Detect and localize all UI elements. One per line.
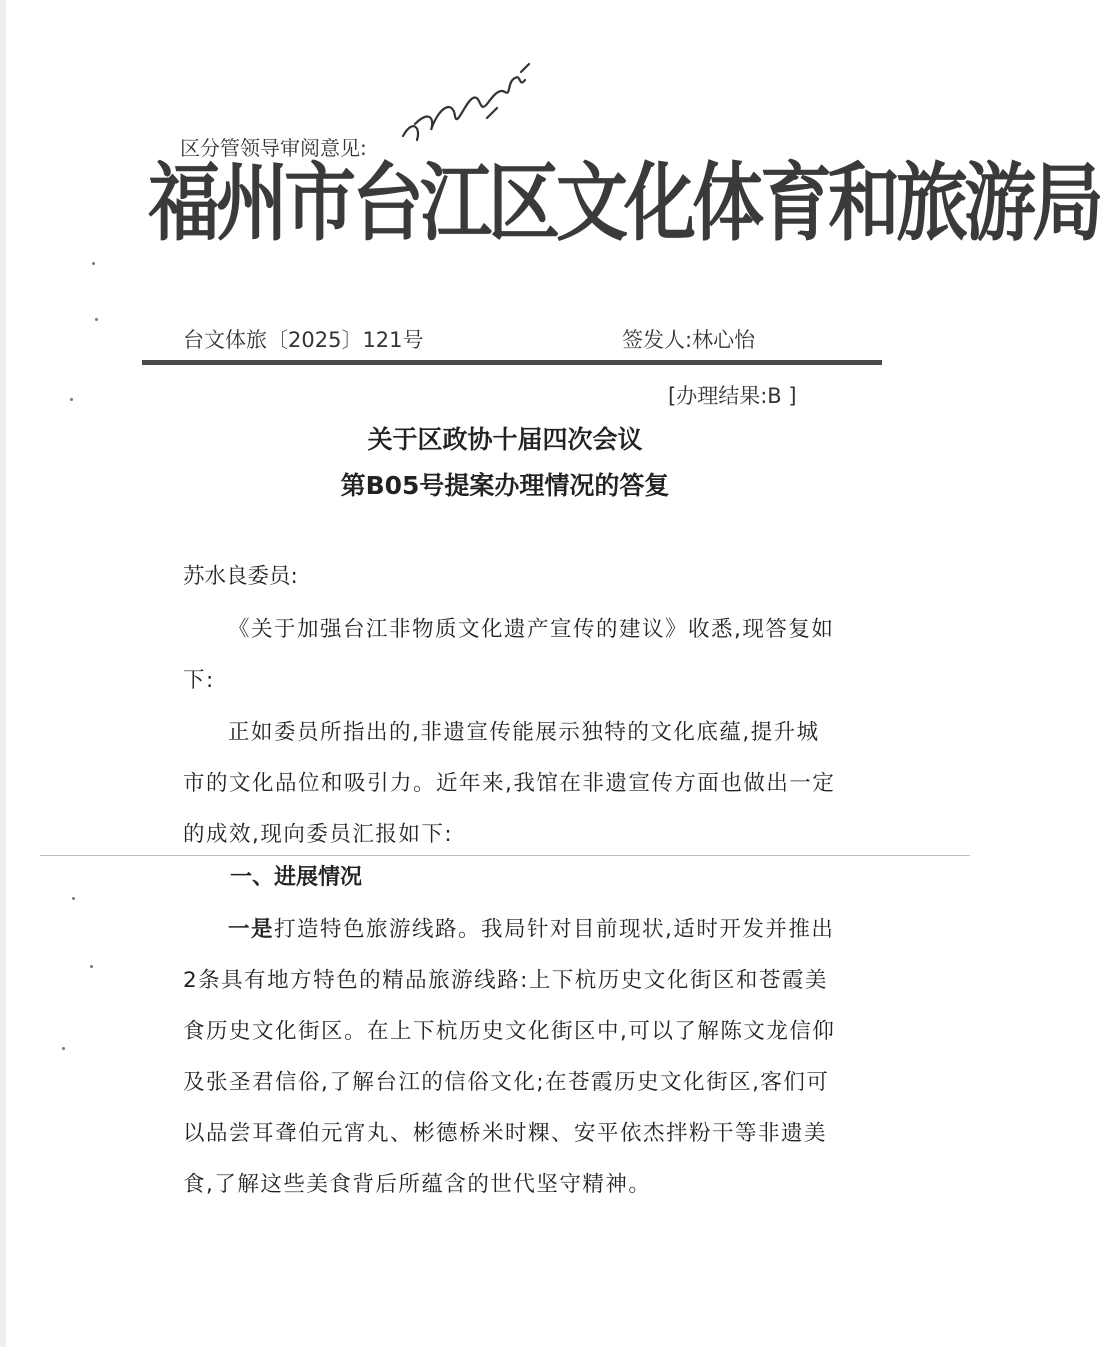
scan-speck bbox=[62, 1047, 65, 1050]
paragraph-1: 《关于加强台江非物质文化遗产宣传的建议》收悉,现答复如下: bbox=[183, 617, 835, 693]
handwritten-signature bbox=[395, 58, 545, 158]
scan-speck bbox=[95, 318, 98, 321]
handling-result: [办理结果:B ] bbox=[668, 384, 797, 408]
section-heading: 一、进展情况 bbox=[230, 865, 363, 890]
header-rule bbox=[142, 360, 882, 365]
agency-masthead: 福州市台江区文化体育和旅游局 bbox=[148, 153, 1100, 253]
paragraph-3 bbox=[183, 904, 838, 1210]
document-title-line-1: 关于区政协十届四次会议 bbox=[367, 425, 643, 454]
issuer: 签发人:林心怡 bbox=[622, 328, 756, 352]
scan-fold-line bbox=[40, 855, 970, 856]
review-opinion-label: 区分管领导审阅意见: bbox=[180, 136, 367, 160]
paragraph-3-text: 打造特色旅游线路。我局针对目前现状,适时开发并推出2条具有地方特色的精品旅游线路:上下杭历史文化街区和苍霞美食历史文化街区。在上下杭历史文化街区中,可以了解陈文龙信仰及张圣君信俗,了解台江的信俗文化;在苍霞历史文化街区,客们可以品尝耳聋伯元宵丸、彬德桥米时粿、安平依杰拌粉干等非遗美食,了解这些美食背后所蕴含的世代坚守精神。 bbox=[183, 917, 836, 1197]
scan-speck bbox=[72, 897, 75, 900]
salutation: 苏水良委员: bbox=[183, 564, 298, 589]
paragraph-2: 正如委员所指出的,非遗宣传能展示独特的文化底蕴,提升城市的文化品位和吸引力。近年来,我馆在非遗宣传方面也做出一定的成效,现向委员汇报如下: bbox=[183, 720, 836, 847]
document-number: 台文体旅〔2025〕121号 bbox=[183, 328, 424, 352]
scan-speck bbox=[90, 965, 93, 968]
scan-speck bbox=[92, 262, 95, 265]
document-title-line-2: 第B05号提案办理情况的答复 bbox=[340, 471, 670, 500]
scan-speck bbox=[70, 398, 73, 401]
paragraph-3-lead: 一是 bbox=[228, 917, 275, 942]
scan-edge bbox=[0, 0, 6, 1347]
